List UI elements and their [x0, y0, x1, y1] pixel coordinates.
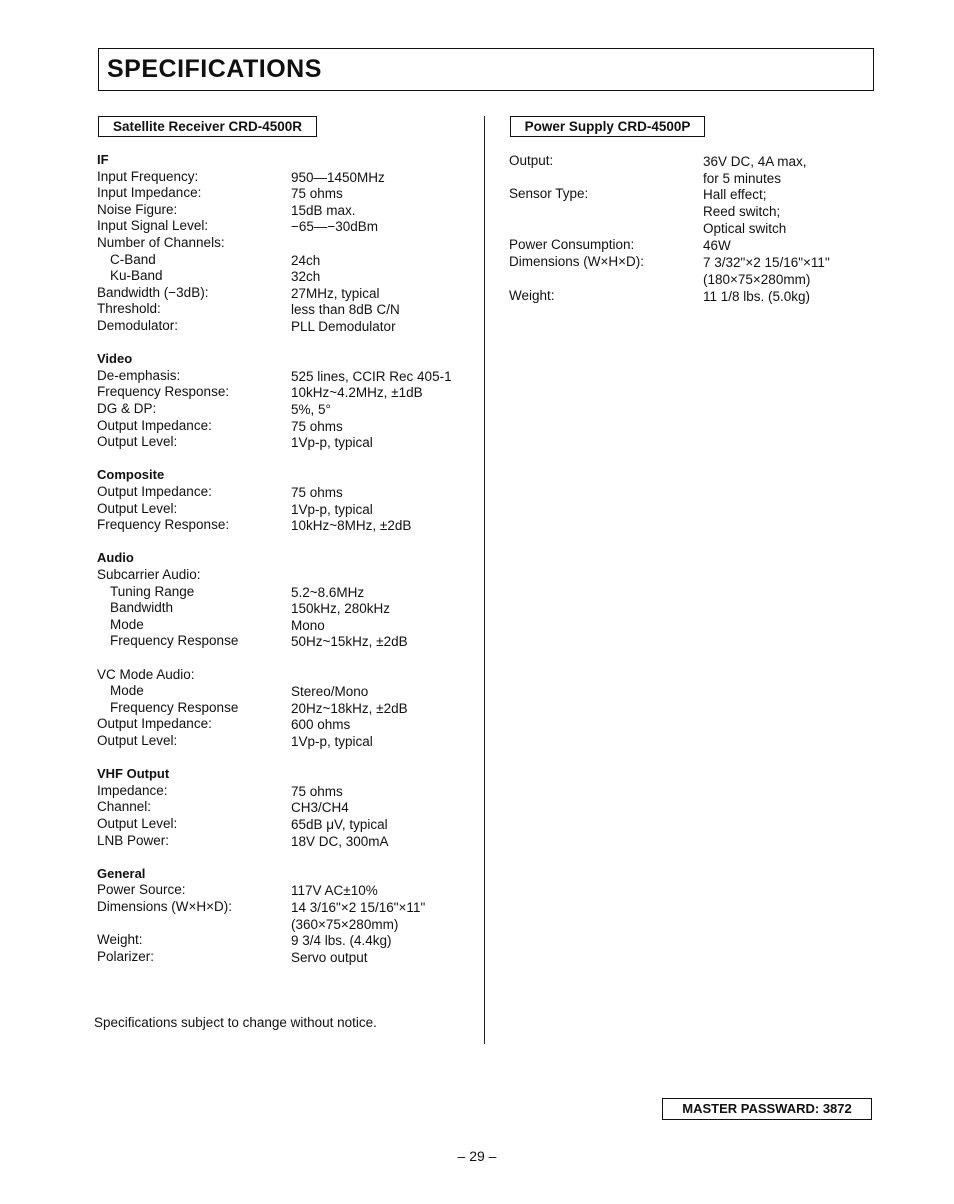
- spec-label: Output:: [509, 153, 554, 168]
- spec-label: Frequency Response:: [97, 517, 230, 533]
- spec-label: Bandwidth: [110, 600, 174, 616]
- spec-value: 11 1/8 lbs. (5.0kg): [703, 289, 811, 304]
- spec-value: 5.2~8.6MHz: [291, 584, 365, 600]
- title-box: [98, 48, 874, 91]
- spec-label: Impedance:: [97, 782, 168, 798]
- spec-value: less than 8dB C/N: [291, 302, 400, 318]
- master-password-box: MASTER PASSWARD: 3872: [662, 1098, 872, 1120]
- spec-value: 27MHz, typical: [291, 285, 380, 301]
- spec-label: Dimensions (W×H×D):: [509, 254, 645, 269]
- group-header: Composite: [97, 467, 165, 483]
- spec-value: 5%, 5°: [291, 402, 331, 417]
- receiver-section-label: Satellite Receiver CRD-4500R: [98, 116, 317, 137]
- spec-label: De-emphasis:: [97, 367, 181, 383]
- spec-label: Output Level:: [97, 816, 178, 831]
- spec-label: Demodulator:: [97, 318, 179, 333]
- spec-value: 15dB max.: [291, 202, 356, 218]
- spec-value: (360×75×280mm): [291, 916, 399, 932]
- spec-value: 10kHz~4.2MHz, ±1dB: [291, 385, 423, 401]
- spec-value: 150kHz, 280kHz: [291, 601, 391, 617]
- spec-value: 24ch: [291, 252, 321, 268]
- spec-value: 75 ohms: [291, 418, 343, 434]
- spec-value: (180×75×280mm): [703, 272, 811, 287]
- spec-value: 20Hz~18kHz, ±2dB: [291, 700, 408, 716]
- spec-label: Noise Figure:: [97, 201, 178, 217]
- spec-value: 14 3/16"×2 15/16"×11": [291, 900, 426, 915]
- spec-label: Number of Channels:: [97, 235, 225, 250]
- spec-label: Mode: [110, 683, 144, 699]
- spec-label: Output Impedance:: [97, 716, 212, 732]
- spec-label: Polarizer:: [97, 948, 155, 964]
- spec-label: Bandwidth (−3dB):: [97, 284, 209, 300]
- spec-value: 36V DC, 4A max,: [703, 154, 807, 169]
- spec-label: VC Mode Audio:: [97, 666, 195, 682]
- spec-label: Input Impedance:: [97, 185, 202, 201]
- spec-label: Frequency Response:: [97, 384, 230, 400]
- spec-value: 1Vp-p, typical: [291, 435, 373, 451]
- spec-label: Output Impedance:: [97, 484, 212, 499]
- spec-label: DG & DP:: [97, 401, 157, 416]
- spec-value: Stereo/Mono: [291, 684, 369, 700]
- spec-value: 18V DC, 300mA: [291, 833, 389, 849]
- spec-value: 10kHz~8MHz, ±2dB: [291, 518, 412, 534]
- spec-label: Subcarrier Audio:: [97, 567, 201, 582]
- spec-value: Reed switch;: [703, 204, 781, 219]
- page-title: SPECIFICATIONS: [107, 55, 322, 83]
- group-header: IF: [97, 152, 109, 167]
- spec-label: Channel:: [97, 799, 152, 815]
- spec-label: Mode: [110, 616, 144, 632]
- spec-value: 46W: [703, 238, 731, 253]
- spec-label: C-Band: [110, 251, 156, 267]
- spec-label: Input Signal Level:: [97, 218, 209, 234]
- spec-value: 65dB μV, typical: [291, 817, 388, 832]
- power-supply-section-label: Power Supply CRD-4500P: [510, 116, 705, 137]
- spec-value: PLL Demodulator: [291, 319, 396, 334]
- spec-value: 117V AC±10%: [291, 883, 378, 899]
- spec-value: −65—−30dBm: [291, 219, 379, 235]
- spec-label: Output Level:: [97, 733, 178, 748]
- disclaimer-note: Specifications subject to change without notice.: [94, 1015, 377, 1030]
- spec-label: Threshold:: [97, 301, 161, 317]
- group-header: Video: [97, 351, 133, 367]
- group-header: Audio: [97, 550, 134, 566]
- spec-value: 7 3/32"×2 15/16"×11": [703, 255, 830, 270]
- spec-value: 1Vp-p, typical: [291, 501, 373, 517]
- spec-label: Power Source:: [97, 882, 186, 898]
- spec-label: Ku-Band: [110, 268, 163, 284]
- spec-label: Frequency Response: [110, 699, 239, 715]
- page-number: – 29 –: [457, 1148, 497, 1164]
- spec-label: Output Level:: [97, 434, 178, 450]
- spec-value: 1Vp-p, typical: [291, 734, 373, 749]
- spec-value: Mono: [291, 617, 325, 633]
- spec-value: Hall effect;: [703, 187, 767, 202]
- spec-label: Dimensions (W×H×D):: [97, 899, 233, 914]
- spec-label: Sensor Type:: [509, 186, 589, 201]
- spec-value: 525 lines, CCIR Rec 405-1: [291, 368, 452, 384]
- spec-value: Servo output: [291, 949, 368, 965]
- spec-label: Output Level:: [97, 500, 178, 516]
- group-header: VHF Output: [97, 766, 170, 782]
- spec-label: LNB Power:: [97, 832, 170, 848]
- spec-label: Tuning Range: [110, 583, 195, 599]
- spec-label: Weight:: [97, 932, 143, 948]
- spec-value: for 5 minutes: [703, 171, 782, 186]
- spec-value: 75 ohms: [291, 186, 343, 202]
- spec-value: 32ch: [291, 269, 321, 285]
- spec-label: Weight:: [509, 288, 555, 303]
- spec-label: Frequency Response: [110, 633, 239, 649]
- spec-value: 50Hz~15kHz, ±2dB: [291, 634, 408, 650]
- spec-value: 75 ohms: [291, 783, 343, 799]
- spec-value: CH3/CH4: [291, 800, 349, 816]
- spec-label: Input Frequency:: [97, 168, 199, 184]
- spec-label: Power Consumption:: [509, 237, 635, 252]
- spec-value: 9 3/4 lbs. (4.4kg): [291, 933, 392, 949]
- column-divider: [484, 116, 485, 1044]
- spec-value: 950—1450MHz: [291, 169, 385, 185]
- spec-value: 75 ohms: [291, 485, 343, 500]
- group-header: General: [97, 865, 146, 881]
- spec-label: Output Impedance:: [97, 417, 212, 433]
- spec-value: 600 ohms: [291, 717, 351, 733]
- spec-value: Optical switch: [703, 221, 787, 236]
